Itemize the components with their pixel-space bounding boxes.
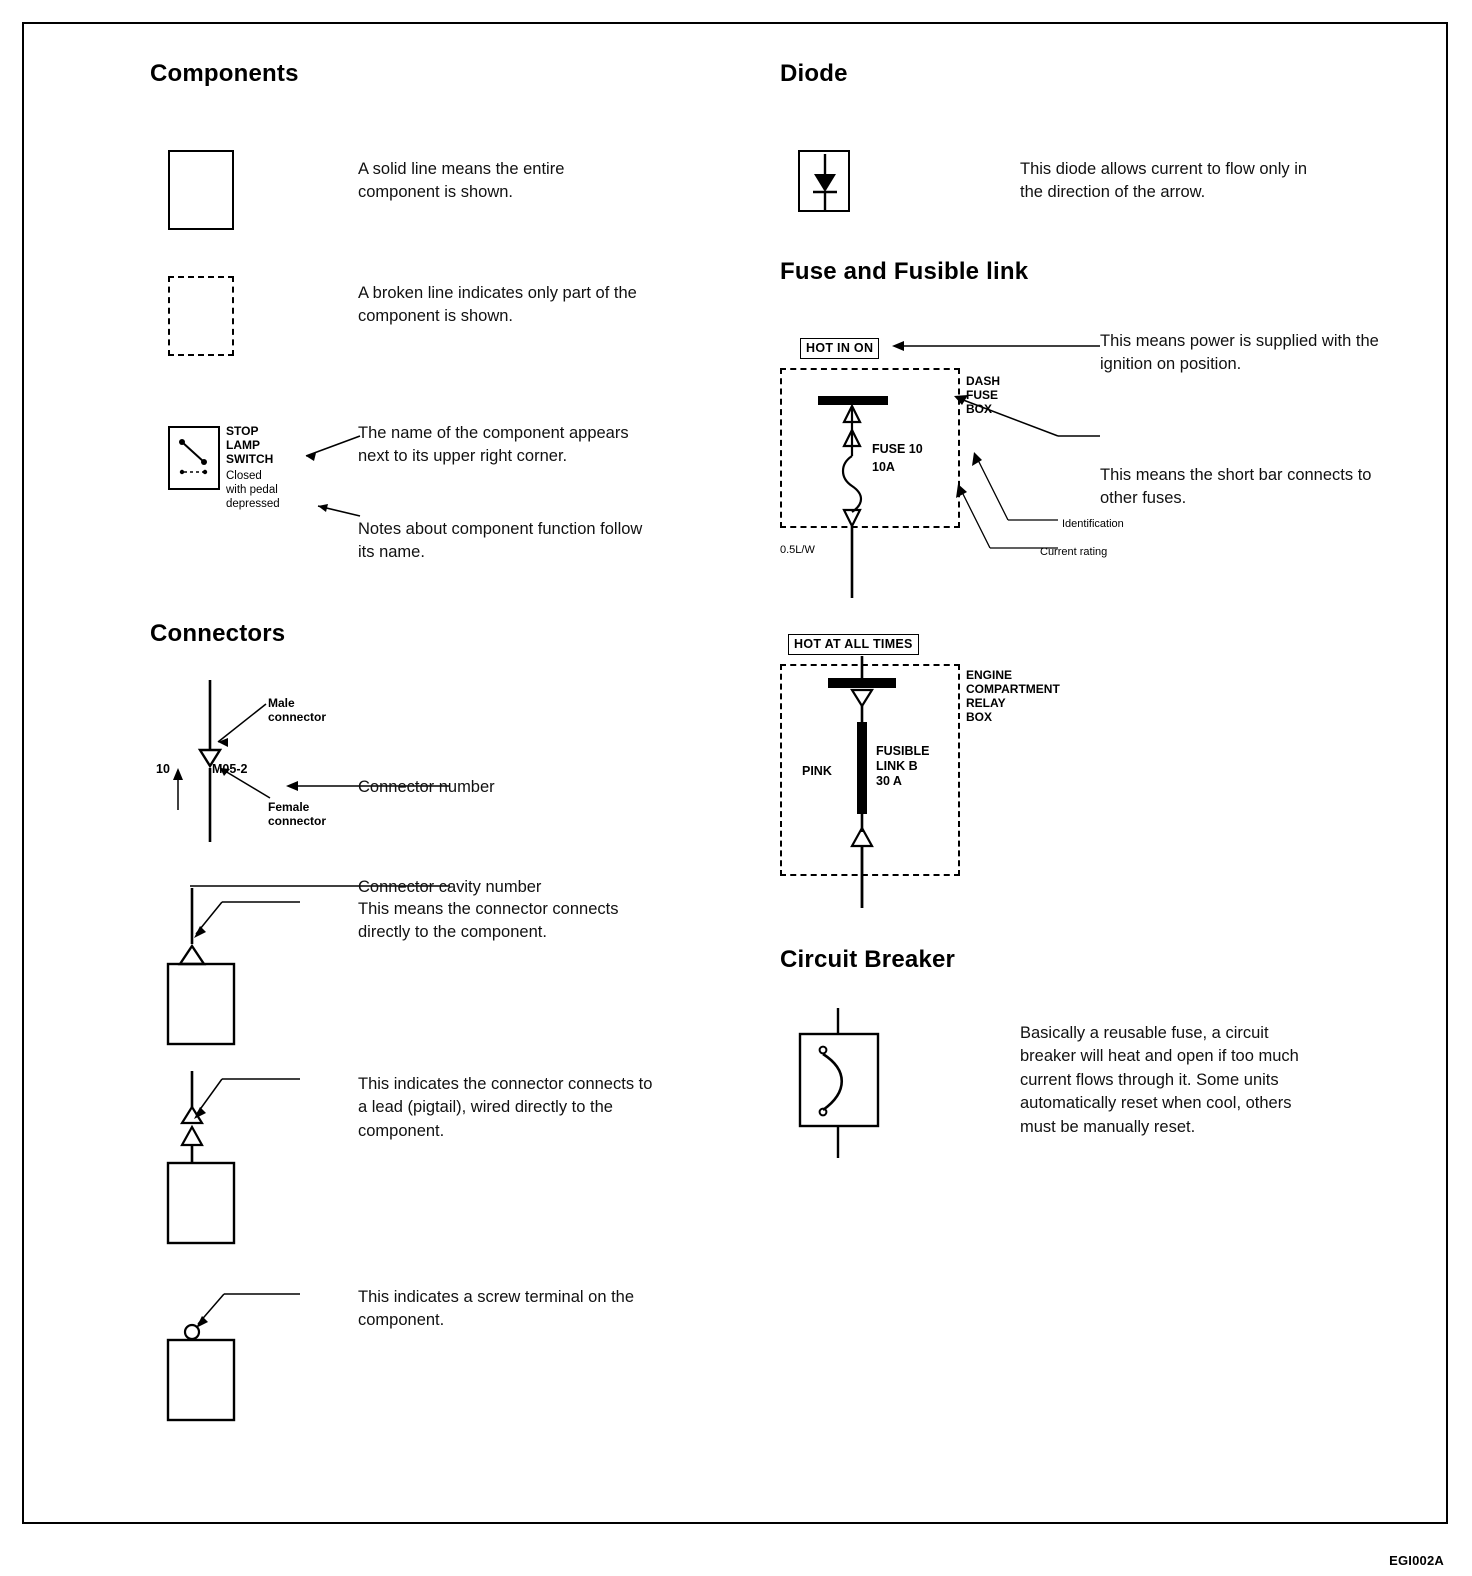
fusible-link-example [780,616,1400,946]
component-item-dashed [150,258,750,408]
component-name-description: The name of the component appears next to its upper right corner. [358,424,629,466]
connector-number-value: M05-2 [212,762,248,776]
fuse-example [780,286,1400,616]
component-item-solid [150,88,750,258]
dash-fuse-box-label: DASH FUSE BOX [966,374,1001,417]
switch-contacts-icon [170,428,220,490]
switch-callout-arrows [280,418,370,528]
fusible-link-label: FUSIBLE LINK B 30 A [876,744,930,788]
connector-cavity-value: 10 [156,762,170,776]
right-column [780,60,1400,1194]
connector-direct-description: This means the connector connects directly to the component. [358,900,619,942]
diode-symbol [798,150,850,212]
switch-function-note: Closed with pedal depressed [226,470,280,510]
section-title-components: Components [150,60,299,87]
fuse-identification-callout: Identification [1062,518,1124,530]
diode-item [780,88,1400,258]
fusible-wire-color-label: PINK [802,764,832,778]
diode-icon [800,152,850,212]
sheet-code: EGI002A [1389,1553,1444,1568]
dashed-rectangle-symbol [168,276,234,356]
component-dashed-description: A broken line indicates only part of the component is shown. [358,284,637,326]
connector-direct-item [150,878,750,1053]
connector-pigtail-item [150,1053,750,1268]
component-solid-description: A solid line means the entire component is shown. [358,160,565,202]
fuse-identification-value: FUSE 10 [872,442,923,456]
connector-pigtail-description: This indicates the connector connects to a lead (pigtail), wired directly to the component. [358,1075,653,1140]
circuit-breaker-symbol [786,1008,926,1188]
fuse-power-description: This means power is supplied with the ignition on position. [1100,332,1379,374]
solid-rectangle-symbol [168,150,234,230]
switch-name-label: STOP LAMP SWITCH [226,424,274,467]
connector-direct-symbol [150,888,350,1038]
male-connector-label: Male connector [268,696,327,725]
component-item-switch [150,408,750,608]
fuse-wire-label: 0.5L/W [780,544,815,556]
circuit-breaker-description: Basically a reusable fuse, a circuit breaker will heat and open if too much current flows through it. Some units automatically reset when cool, others must be manually reset. [1020,1024,1299,1136]
fuse-current-rating-callout: Current rating [1040,546,1108,558]
connector-number-callout: Connector number [358,778,495,796]
hot-in-on-label: HOT IN ON [800,338,879,359]
female-connector-label: Female connector [268,800,327,829]
screw-terminal-description: This indicates a screw terminal on the component. [358,1288,635,1330]
section-title-diode: Diode [780,60,848,87]
fusible-link-symbol [780,656,980,956]
engine-relay-box-label: ENGINE COMPARTMENT RELAY BOX [966,668,1060,725]
component-note-description: Notes about component function follow its name. [358,520,643,562]
connector-symbol-item [150,648,750,896]
hot-at-all-times-label: HOT AT ALL TIMES [788,634,919,655]
left-column [150,60,750,1448]
section-title-connectors: Connectors [150,620,286,647]
fuse-shortbar-description: This means the short bar connects to other fuses. [1100,466,1372,508]
circuit-breaker-item [780,974,1400,1194]
fuse-current-rating-value: 10A [872,460,895,474]
connector-cavity-callout: Connector cavity number [358,878,542,896]
stop-lamp-switch-symbol [168,426,220,490]
screw-terminal-item [150,1268,750,1448]
connector-pigtail-symbol [150,1071,350,1241]
section-title-fuse: Fuse and Fusible link [780,258,1029,285]
diode-description: This diode allows current to flow only in the direction of the arrow. [1020,160,1308,202]
section-title-circuit-breaker: Circuit Breaker [780,946,956,973]
screw-terminal-symbol [150,1288,350,1438]
